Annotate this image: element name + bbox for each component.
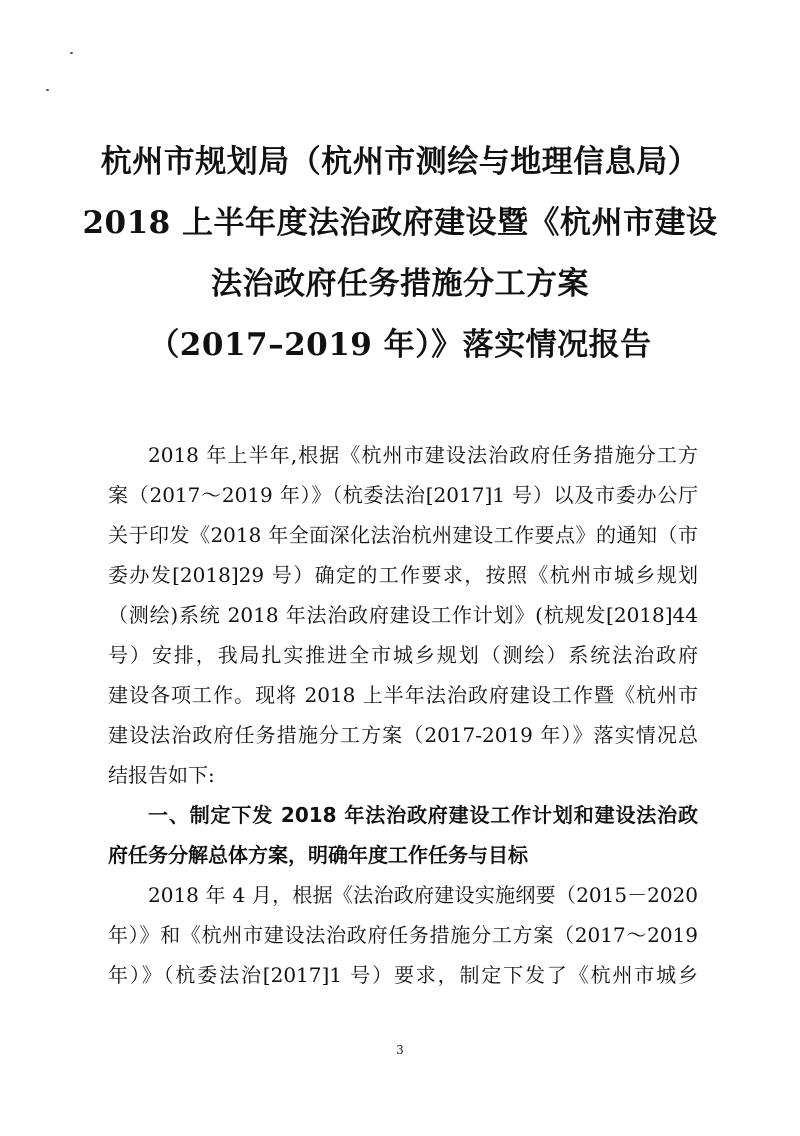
report-title	[60, 132, 740, 376]
section-heading	[108, 795, 698, 875]
body-text-line: 年）》和《杭州市建设法治政府任务措施分工方案（2017～2019	[108, 923, 698, 947]
title-line: 法治政府任务措施分工方案	[211, 266, 589, 302]
body-text-line: 2018 年上半年,根据《杭州市建设法治政府任务措施分工方	[148, 443, 698, 467]
section-heading-line: 府任务分解总体方案，明确年度工作任务与目标	[108, 843, 528, 867]
body-text-line: （测绘)系统 2018 年法治政府建设工作计划》(杭规发[2018]44	[108, 603, 698, 627]
body-text-line: 关于印发《2018 年全面深化法治杭州建设工作要点》的通知（市	[108, 523, 698, 547]
body-text-line: 建设各项工作。现将 2018 上半年法治政府建设工作暨《杭州市	[108, 683, 698, 707]
body-text-line: 结报告如下:	[108, 763, 215, 787]
body-text-line: 案（2017～2019 年）》（杭委法治[2017]1 号）以及市委办公厅	[108, 483, 698, 507]
intro-paragraph	[108, 435, 698, 795]
section-paragraph	[108, 875, 698, 995]
body-text-line: 号）安排，我局扎实推进全市城乡规划（测绘）系统法治政府	[108, 643, 698, 667]
body-text-line: 建设法治政府任务措施分工方案（2017-2019 年）》落实情况总	[108, 723, 698, 747]
title-line: 杭州市规划局（杭州市测绘与地理信息局）	[100, 144, 700, 180]
title-line: （2017–2019 年）》落实情况报告	[148, 327, 652, 363]
title-line: 2018 上半年度法治政府建设暨《杭州市建设	[82, 205, 718, 241]
body-text-line: 年）》（杭委法治[2017]1 号）要求，制定下发了《杭州市城乡	[108, 963, 698, 987]
scan-speck	[46, 89, 49, 91]
scan-speck	[70, 52, 73, 54]
report-body	[108, 435, 698, 995]
section-heading-line: 一、制定下发 2018 年法治政府建设工作计划和建设法治政	[148, 803, 698, 827]
body-text-line: 2018 年 4 月，根据《法治政府建设实施纲要（2015－2020	[148, 883, 698, 907]
body-text-line: 委办发[2018]29 号）确定的工作要求，按照《杭州市城乡规划	[108, 563, 698, 587]
page-number: 3	[396, 1043, 404, 1057]
